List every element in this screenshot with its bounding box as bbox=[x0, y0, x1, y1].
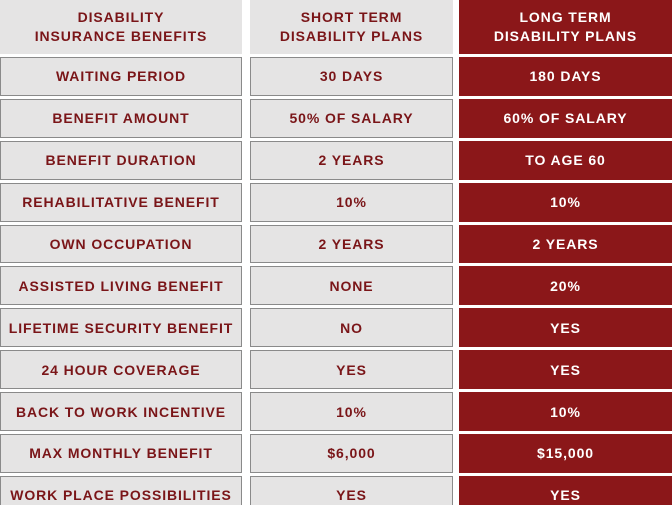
short-term-value-cell: 10% bbox=[250, 183, 453, 222]
long-term-value-cell: YES bbox=[459, 350, 672, 389]
long-term-value-cell: 2 YEARS bbox=[459, 225, 672, 264]
header-benefits: DISABILITY INSURANCE BENEFITS bbox=[0, 0, 242, 54]
long-term-value-cell: 180 DAYS bbox=[459, 57, 672, 96]
benefit-name-cell: WAITING PERIOD bbox=[0, 57, 242, 96]
benefit-name-cell: ASSISTED LIVING BENEFIT bbox=[0, 266, 242, 305]
long-term-value-cell: $15,000 bbox=[459, 434, 672, 473]
short-term-value-cell: NONE bbox=[250, 266, 453, 305]
header-short-term: SHORT TERM DISABILITY PLANS bbox=[250, 0, 453, 54]
long-term-value-cell: TO AGE 60 bbox=[459, 141, 672, 180]
short-term-value-cell: 2 YEARS bbox=[250, 225, 453, 264]
benefit-name-cell: BENEFIT AMOUNT bbox=[0, 99, 242, 138]
long-term-value-cell: 60% OF SALARY bbox=[459, 99, 672, 138]
benefit-name-cell: MAX MONTHLY BENEFIT bbox=[0, 434, 242, 473]
long-term-value-cell: YES bbox=[459, 308, 672, 347]
short-term-value-cell: NO bbox=[250, 308, 453, 347]
short-term-value-cell: 50% OF SALARY bbox=[250, 99, 453, 138]
benefit-name-cell: BENEFIT DURATION bbox=[0, 141, 242, 180]
long-term-value-cell: 10% bbox=[459, 392, 672, 431]
benefit-name-cell: 24 HOUR COVERAGE bbox=[0, 350, 242, 389]
short-term-value-cell: YES bbox=[250, 476, 453, 505]
long-term-value-cell: 10% bbox=[459, 183, 672, 222]
benefit-name-cell: BACK TO WORK INCENTIVE bbox=[0, 392, 242, 431]
short-term-value-cell: 2 YEARS bbox=[250, 141, 453, 180]
short-term-value-cell: YES bbox=[250, 350, 453, 389]
short-term-value-cell: $6,000 bbox=[250, 434, 453, 473]
short-term-value-cell: 30 DAYS bbox=[250, 57, 453, 96]
short-term-value-cell: 10% bbox=[250, 392, 453, 431]
benefit-name-cell: REHABILITATIVE BENEFIT bbox=[0, 183, 242, 222]
long-term-value-cell: YES bbox=[459, 476, 672, 505]
benefit-name-cell: WORK PLACE POSSIBILITIES bbox=[0, 476, 242, 505]
benefit-name-cell: OWN OCCUPATION bbox=[0, 225, 242, 264]
benefit-name-cell: LIFETIME SECURITY BENEFIT bbox=[0, 308, 242, 347]
header-long-term: LONG TERM DISABILITY PLANS bbox=[459, 0, 672, 54]
long-term-value-cell: 20% bbox=[459, 266, 672, 305]
